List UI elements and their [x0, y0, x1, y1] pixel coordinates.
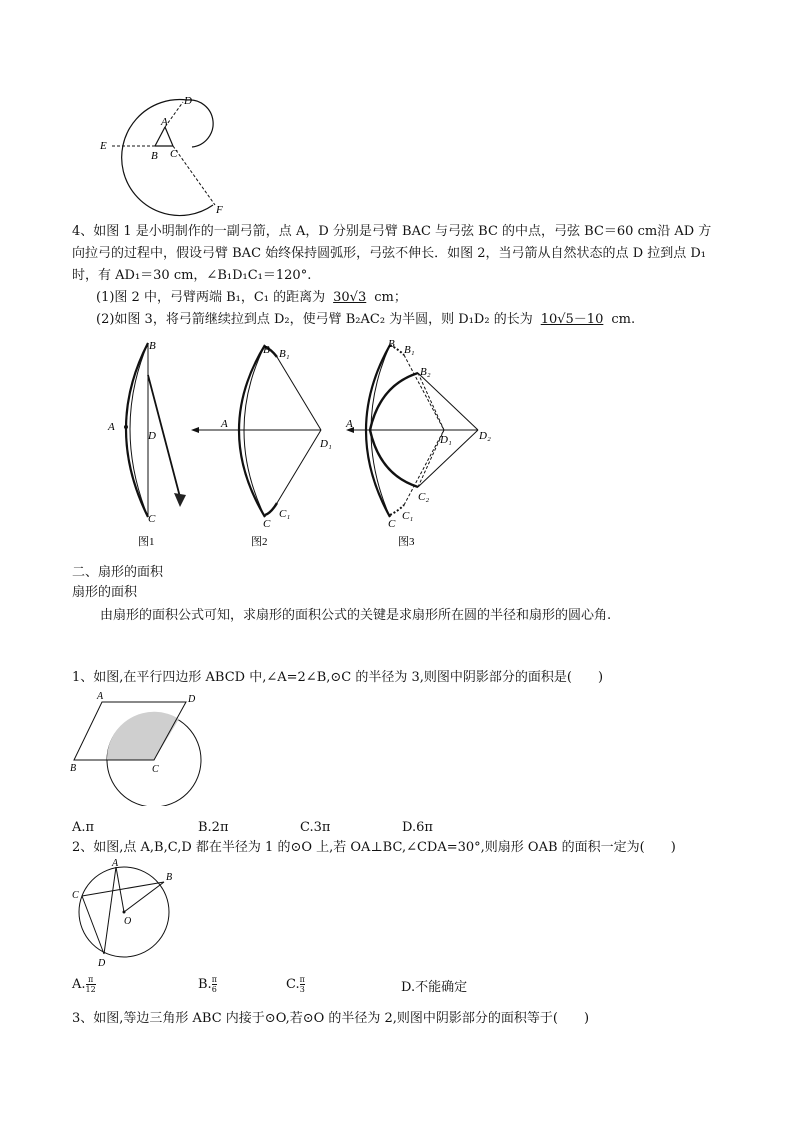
q2-option-d: D.不能确定: [401, 980, 468, 995]
q2-option-c-prefix: C.: [286, 977, 300, 992]
q2-option-b: [198, 975, 217, 995]
q2-label-D: D: [98, 958, 106, 968]
q2-option-a-den: 12: [85, 985, 96, 994]
q2-label-A: A: [112, 858, 119, 869]
label-D: D: [184, 95, 192, 107]
f1-label-A: A: [108, 421, 115, 433]
q1-option-b: B.2π: [198, 820, 229, 835]
label-E: E: [100, 140, 107, 152]
q1-label-A: A: [97, 691, 104, 702]
section-body: 由扇形的面积公式可知，求扇形的面积公式的关键是求扇形所在圆的半径和扇形的圆心角.: [100, 608, 612, 623]
p4-q1-prefix: (1)图 2 中，弓臂两端 B₁，C₁ 的距离为: [96, 290, 326, 305]
f3-label-B2: B₂: [420, 366, 431, 378]
q2-option-a: [72, 975, 96, 995]
f1-label-B: B: [149, 340, 156, 352]
q2-option-a-prefix: A.: [72, 977, 86, 992]
f3-label-D1: D₁: [440, 434, 452, 446]
p4-q1-answer: 30√3: [333, 290, 367, 305]
q2-option-c-den: 3: [299, 985, 305, 994]
f2-label-D1: D₁: [320, 438, 332, 450]
q1-label-B: B: [70, 763, 77, 774]
q1-text: 1、如图,在平行四边形 ABCD 中,∠A=2∠B,⊙C 的半径为 3,则图中阴影部分的面积是( ): [72, 670, 604, 685]
label-B: B: [151, 150, 158, 162]
section-subheading: 扇形的面积: [72, 585, 138, 600]
figure-spiral-bow: [95, 92, 245, 217]
f3-label-D2: D₂: [479, 430, 491, 442]
f2-label-C1: C₁: [279, 508, 291, 520]
f2-caption: 图2: [251, 536, 268, 548]
p4-line3: 时，有 AD₁＝30 cm，∠B₁D₁C₁＝120°.: [72, 268, 312, 283]
p4-q2-answer: 10√5－10: [540, 312, 604, 327]
figure-q2-circle: [66, 856, 176, 968]
q2-option-c-num: π: [299, 975, 305, 984]
q2-text: 2、如图,点 A,B,C,D 都在半径为 1 的⊙O 上,若 OA⊥BC,∠CDA=30°,则扇形 OAB 的面积一定为( ): [72, 840, 676, 855]
f3-caption: 图3: [398, 536, 415, 548]
q1-label-C: C: [152, 764, 159, 775]
q2-option-a-num: π: [86, 975, 96, 985]
q2-label-B: B: [166, 872, 173, 883]
f3-label-B: B: [388, 338, 395, 350]
p4-q2: [96, 310, 635, 330]
p4-q1: [96, 288, 407, 308]
q2-label-C: C: [72, 890, 79, 901]
p4-q2-prefix: (2)如图 3，将弓箭继续拉到点 D₂，使弓臂 B₂AC₂ 为半圆，则 D₁D₂ 的长为: [96, 312, 533, 327]
f2-label-A: A: [221, 418, 228, 430]
f1-caption: 图1: [138, 536, 155, 548]
figure-2-bow: [185, 335, 345, 555]
f3-label-C1: C₁: [402, 510, 414, 522]
f1-label-D: D: [148, 430, 156, 442]
q1-option-a: A.π: [72, 820, 95, 835]
figure-q1-parallelogram: [66, 688, 211, 806]
q1-option-c: C.3π: [300, 820, 331, 835]
f2-label-C: C: [263, 518, 271, 530]
label-F: F: [216, 204, 223, 216]
q2-option-c: [286, 975, 305, 995]
q2-label-O: O: [124, 916, 132, 927]
f1-label-C: C: [148, 513, 156, 525]
q2-option-b-den: 6: [211, 985, 217, 994]
q1-option-d: D.6π: [402, 820, 433, 835]
f2-label-B: B: [263, 344, 270, 356]
section-heading: 二、扇形的面积: [72, 565, 164, 580]
label-C: C: [170, 148, 178, 160]
p4-line2: 向拉弓的过程中，假设弓臂 BAC 始终保持圆弧形，弓弦不伸长．如图 2，当弓箭从自然状态的点 D 拉到点 D₁: [72, 246, 707, 261]
p4-line1: 4、如图 1 是小明制作的一副弓箭，点 A，D 分别是弓臂 BAC 与弓弦 BC 的中点，弓弦 BC＝60 cm沿 AD 方: [72, 224, 712, 239]
p4-q2-suffix: cm.: [611, 312, 636, 327]
f3-label-C2: C₂: [418, 491, 430, 503]
p4-q1-suffix: cm；: [374, 290, 407, 305]
f3-label-C: C: [388, 518, 396, 530]
f2-label-B1: B₁: [279, 348, 290, 360]
label-A: A: [161, 116, 168, 128]
q2-option-b-prefix: B.: [198, 977, 212, 992]
f3-label-B1: B₁: [404, 344, 415, 356]
q1-label-D: D: [188, 694, 196, 705]
f3-label-A: A: [346, 418, 353, 430]
figure-3-bow: [340, 335, 510, 555]
q3-text: 3、如图,等边三角形 ABC 内接于⊙O,若⊙O 的半径为 2,则图中阴影部分的面积等于( ): [72, 1011, 590, 1026]
q2-option-b-num: π: [211, 975, 217, 984]
